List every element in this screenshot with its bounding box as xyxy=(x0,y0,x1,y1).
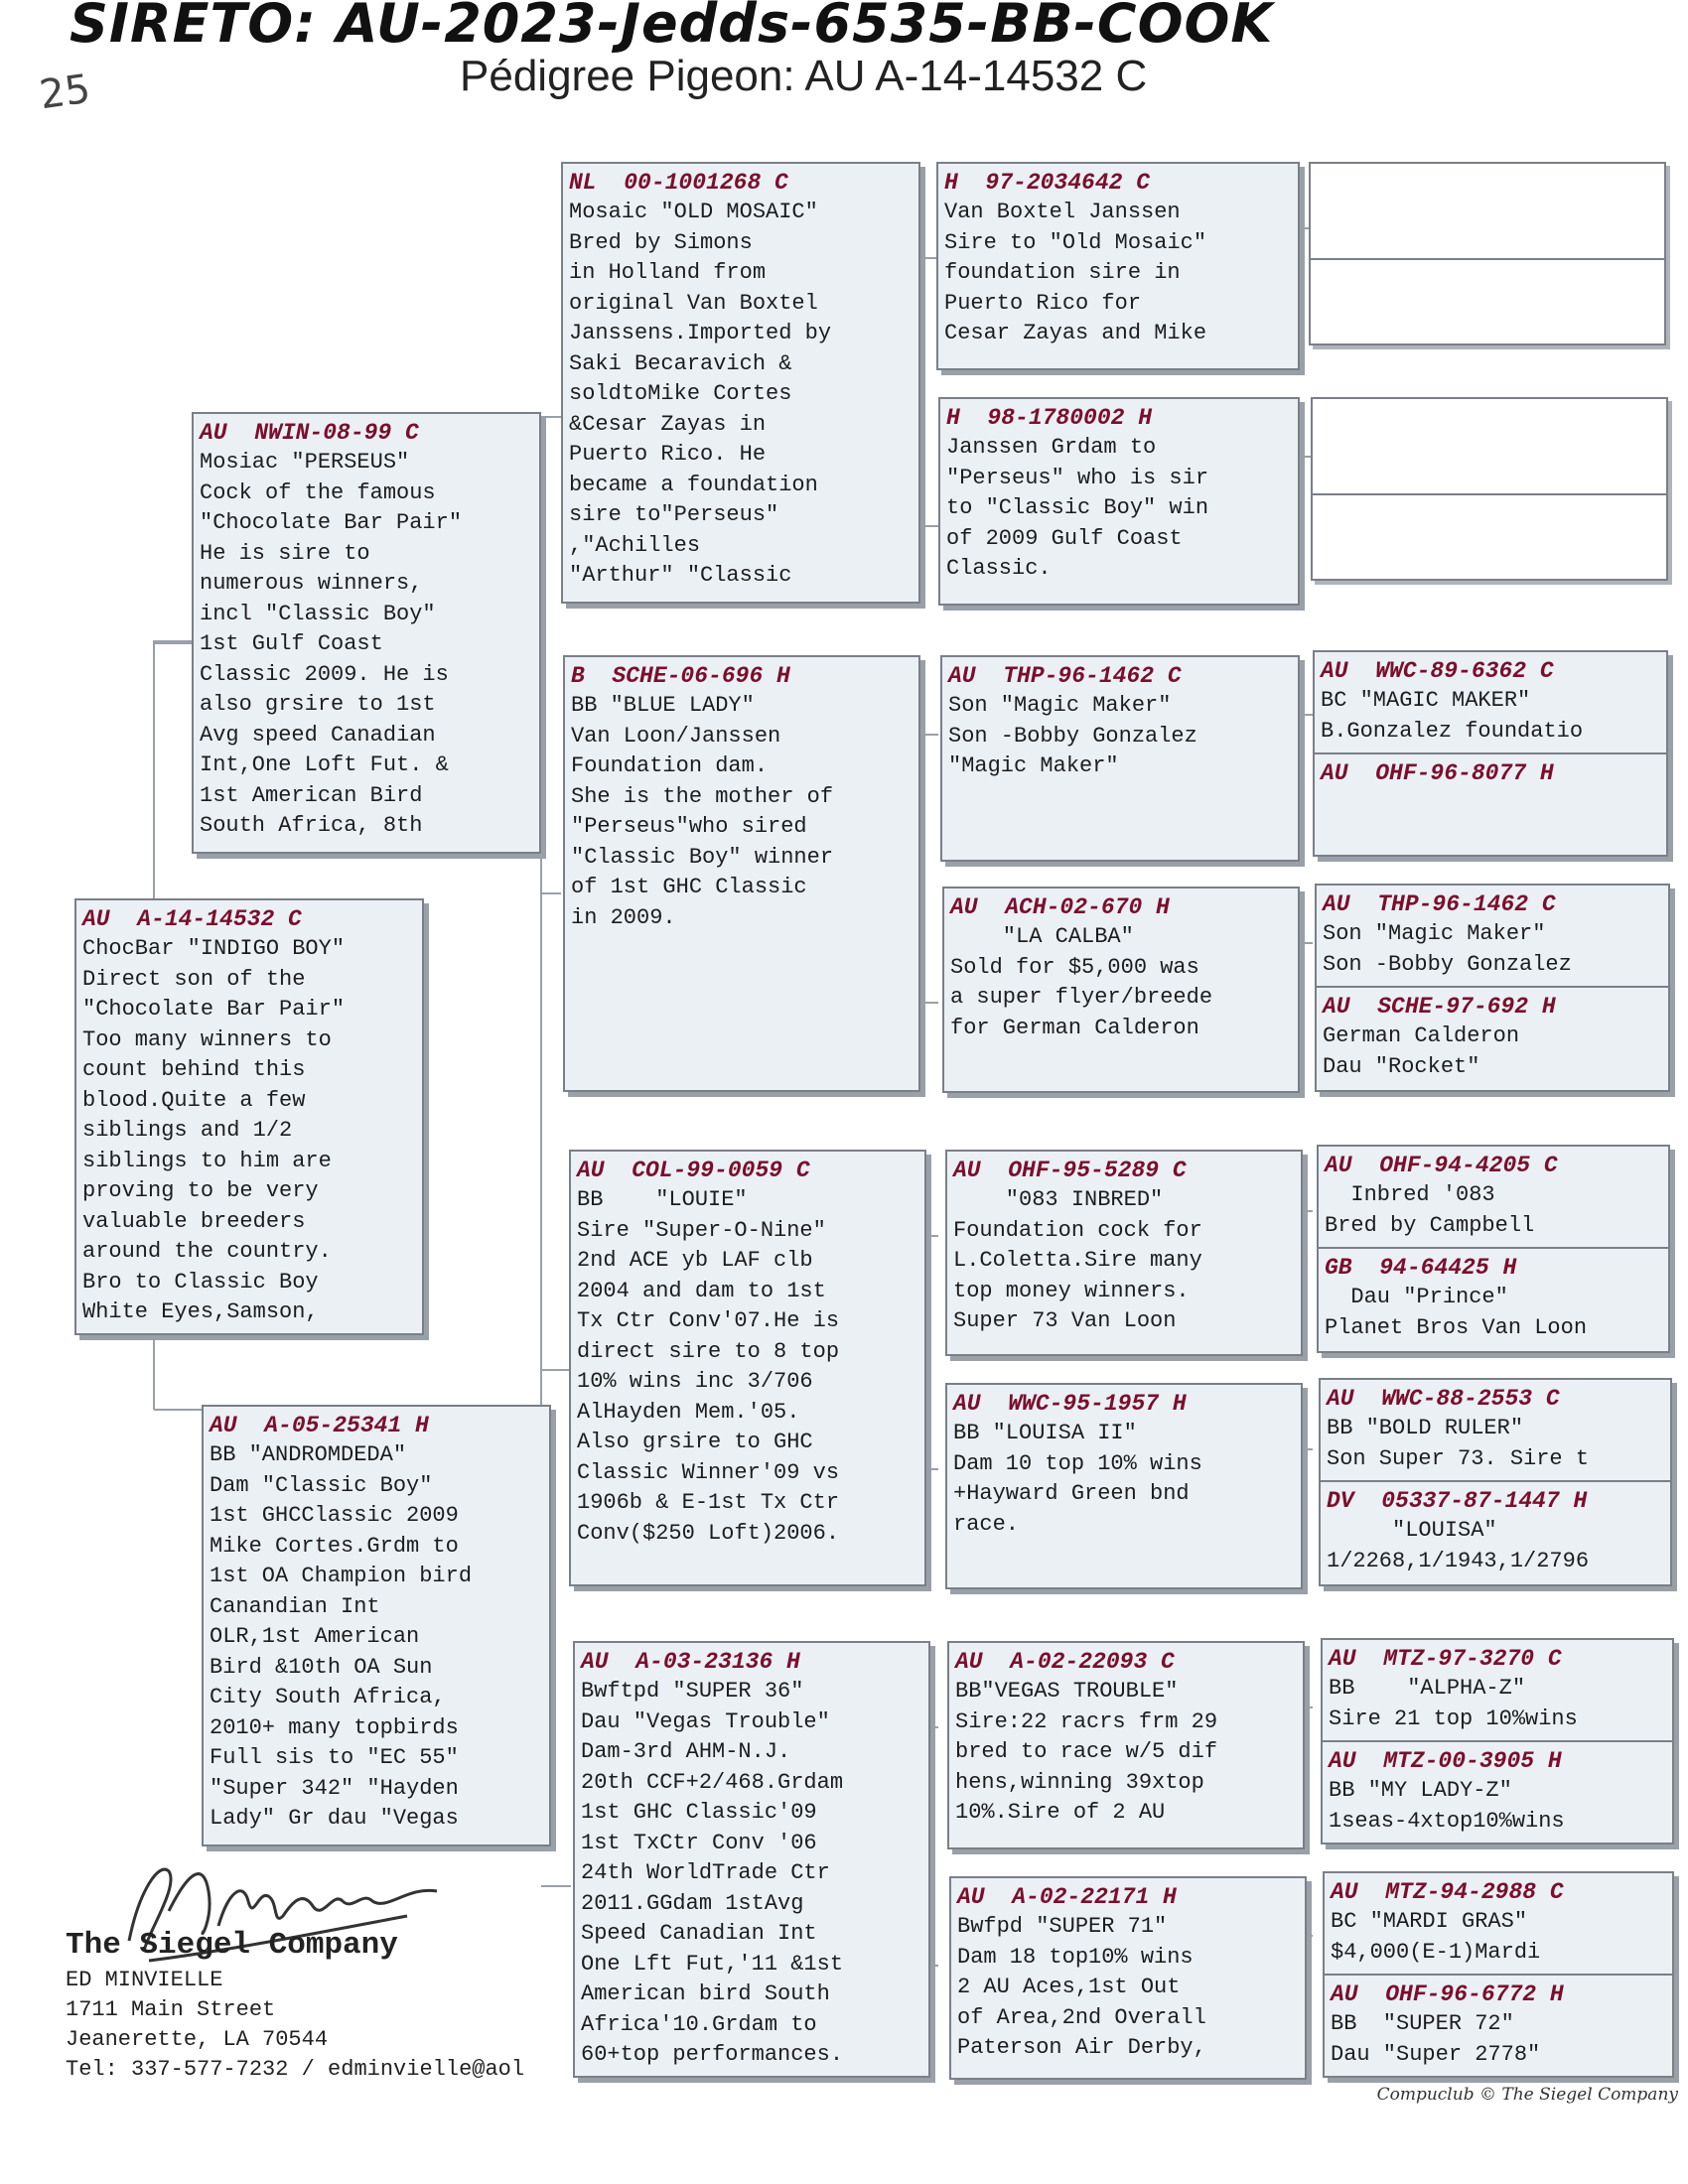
pedigree-notes: BC "MAGIC MAKER" B.Gonzalez foundatio xyxy=(1321,688,1584,744)
pedigree-notes: Son "Magic Maker" Son -Bobby Gonzalez "Magic Maker" xyxy=(948,693,1197,778)
pedigree-notes: BB "LOUIE" Sire "Super-O-Nine" 2nd ACE yb LAF clb 2004 and dam to 1st Tx Ctr Conv'07.He is direct sire to 8 top 10% wins inc 3/706 AlHayden Mem.'05. Also grsire to GHC Classic Winner'09 vs 1906b & E-1st Tx Ctr Conv($250 Loft)2006. xyxy=(577,1187,840,1546)
sire-dam-box xyxy=(563,655,920,1092)
sire-sire-sire-box xyxy=(936,162,1300,370)
empty-ancestor-box-1 xyxy=(1309,162,1666,345)
dam-sire-box xyxy=(569,1150,926,1586)
ancestor-pair-box-1 xyxy=(1313,650,1668,857)
ring-header: AU OHF-96-6772 H xyxy=(1331,1981,1564,2007)
pedigree-notes: ChocBar "INDIGO BOY" Direct son of the "Chocolate Bar Pair" Too many winners to count behind this blood.Quite a few siblings and 1/2 siblings to him are proving to be very valuable breeders around the country. Bro to Classic Boy White Eyes,Samson, xyxy=(82,936,346,1324)
ring-header: AU WWC-95-1957 H xyxy=(953,1391,1187,1417)
ring-header: AU A-05-25341 H xyxy=(210,1413,429,1438)
software-credit: Compuclub © The Siegel Company xyxy=(1376,2085,1678,2105)
dam-dam-sire-box xyxy=(947,1641,1305,1849)
dam-dam-box xyxy=(573,1641,930,2078)
ring-header: AU ACH-02-670 H xyxy=(950,894,1170,920)
ancestor-pair-box-5 xyxy=(1321,1638,1674,1844)
contact-name: ED MINVIELLE xyxy=(66,1968,223,1992)
pedigree-notes: "LOUISA" 1/2268,1/1943,1/2796 xyxy=(1327,1518,1590,1573)
phone-email: Tel: 337-577-7232 / edminvielle@aol xyxy=(66,2057,525,2082)
pedigree-notes: BB"VEGAS TROUBLE" Sire:22 racrs frm 29 bred to race w/5 dif hens,winning 39xtop 10%.Sire of 2 AU xyxy=(955,1679,1218,1825)
sire-sire-box xyxy=(561,162,920,604)
company-name: The Siegel Company xyxy=(66,1928,398,1963)
subject-pigeon-box xyxy=(74,898,424,1335)
ring-header: AU MTZ-97-3270 C xyxy=(1329,1646,1562,1672)
ring-header: AU THP-96-1462 C xyxy=(948,663,1182,689)
company-footer xyxy=(66,1926,524,2085)
ancestor-pair-box-6 xyxy=(1323,1871,1674,2078)
pedigree-notes: Dau "Prince" Planet Bros Van Loon xyxy=(1325,1285,1588,1340)
ring-header: AU OHF-96-8077 H xyxy=(1321,760,1554,786)
ring-header: AU A-03-23136 H xyxy=(581,1649,800,1675)
ring-header: AU OHF-94-4205 C xyxy=(1325,1153,1558,1178)
pedigree-notes: BB "SUPER 72" Dau "Super 2778" xyxy=(1331,2011,1541,2067)
ring-header: B SCHE-06-696 H xyxy=(571,663,790,689)
ring-header: AU WWC-89-6362 C xyxy=(1321,658,1554,684)
sire-dam-dam-box xyxy=(942,887,1300,1093)
ring-header: AU WWC-88-2553 C xyxy=(1327,1386,1560,1412)
dam-sire-dam-box xyxy=(945,1383,1303,1589)
ring-header: NL 00-1001268 C xyxy=(569,170,788,196)
ring-header: AU A-14-14532 C xyxy=(82,906,302,932)
pedigree-notes: "LA CALBA" Sold for $5,000 was a super flyer/breede for German Calderon xyxy=(950,924,1213,1040)
street-address: 1711 Main Street xyxy=(66,1997,276,2022)
ring-header: AU OHF-95-5289 C xyxy=(953,1158,1187,1183)
ancestor-pair-box-2 xyxy=(1315,884,1670,1092)
handwritten-note: SIRETO: AU-2023-Jedds-6535-BB-COOK xyxy=(70,0,1274,55)
margin-mark: 25 xyxy=(37,66,93,119)
ring-header: AU THP-96-1462 C xyxy=(1323,891,1556,917)
pedigree-notes: BB "ALPHA-Z" Sire 21 top 10%wins xyxy=(1329,1676,1578,1731)
pedigree-notes: BB "ANDROMDEDA" Dam "Classic Boy" 1st GHCClassic 2009 Mike Cortes.Grdm to 1st OA Champion bird Canandian Int OLR,1st American Bird &10th OA Sun City South Africa, 2010+ many topbirds Full sis to "EC 55" "Super 342" "Hayden Lady" Gr dau "Vegas xyxy=(210,1442,473,1831)
pedigree-notes: BB "MY LADY-Z" 1seas-4xtop10%wins xyxy=(1329,1778,1565,1834)
sire-box xyxy=(192,412,541,854)
ring-header: DV 05337-87-1447 H xyxy=(1327,1488,1588,1514)
pedigree-notes: Bwftpd "SUPER 36" Dau "Vegas Trouble" Dam-3rd AHM-N.J. 20th CCF+2/468.Grdam 1st GHC Classic'09 1st TxCtr Conv '06 24th WorldTrade Ctr 2011.GGdam 1stAvg Speed Canadian Int One Lft Fut,'11 &1st American bird South Africa'10.Grdam to 60+top performances. xyxy=(581,1679,844,2067)
pedigree-notes: Son "Magic Maker" Son -Bobby Gonzalez xyxy=(1323,921,1572,977)
pedigree-notes: Mosaic "OLD MOSAIC" Bred by Simons in Holland from original Van Boxtel Janssens.Imported by Saki Becaravich & soldtoMike Cortes &Cesar Zayas in Puerto Rico. He became a foundation sire to"Perseus" ,"Achilles "Arthur" "Classic xyxy=(569,200,832,588)
ring-header: AU NWIN-08-99 C xyxy=(200,420,419,446)
dam-sire-sire-box xyxy=(945,1150,1303,1356)
pedigree-notes: BB "BLUE LADY" Van Loon/Janssen Foundation dam. She is the mother of "Perseus"who sired "Classic Boy" winner of 1st GHC Classic in 2009. xyxy=(571,693,834,930)
pedigree-notes: Mosiac "PERSEUS" Cock of the famous "Chocolate Bar Pair" He is sire to numerous winners, incl "Classic Boy" 1st Gulf Coast Classic 2009. He is also grsire to 1st Avg speed Canadian Int,One Loft Fut. & 1st American Bird South Africa, 8th xyxy=(200,450,463,838)
empty-ancestor-box-2 xyxy=(1311,397,1668,581)
ring-header: H 98-1780002 H xyxy=(946,405,1153,431)
dam-dam-dam-box xyxy=(949,1876,1307,2080)
ancestor-pair-box-3 xyxy=(1317,1145,1670,1353)
pedigree-notes: BB "LOUISA II" Dam 10 top 10% wins +Hayward Green bnd race. xyxy=(953,1421,1202,1537)
sire-sire-dam-box xyxy=(938,397,1300,606)
pedigree-notes: Van Boxtel Janssen Sire to "Old Mosaic" foundation sire in Puerto Rico for Cesar Zayas and Mike xyxy=(944,200,1207,345)
ring-header: AU COL-99-0059 C xyxy=(577,1158,810,1183)
ring-header: AU SCHE-97-692 H xyxy=(1323,994,1556,1020)
dam-box xyxy=(202,1405,551,1846)
pedigree-notes: BB "BOLD RULER" Son Super 73. Sire t xyxy=(1327,1416,1590,1471)
ring-header: AU MTZ-94-2988 C xyxy=(1331,1879,1564,1905)
sire-dam-sire-box xyxy=(940,655,1300,862)
ring-header: GB 94-64425 H xyxy=(1325,1255,1517,1281)
pedigree-notes: "083 INBRED" Foundation cock for L.Coletta.Sire many top money winners. Super 73 Van Loon xyxy=(953,1187,1202,1333)
pedigree-notes: Inbred '083 Bred by Campbell xyxy=(1325,1182,1535,1238)
ring-header: AU A-02-22171 H xyxy=(957,1884,1177,1910)
pedigree-notes: German Calderon Dau "Rocket" xyxy=(1323,1024,1520,1079)
ring-header: AU MTZ-00-3905 H xyxy=(1329,1748,1562,1774)
ring-header: AU A-02-22093 C xyxy=(955,1649,1175,1675)
page-title: Pédigree Pigeon: AU A-14-14532 C xyxy=(460,52,1148,100)
ancestor-pair-box-4 xyxy=(1319,1378,1672,1586)
city-state-zip: Jeanerette, LA 70544 xyxy=(66,2027,329,2052)
pedigree-notes: Janssen Grdam to "Perseus" who is sir to "Classic Boy" win of 2009 Gulf Coast Classic. xyxy=(946,435,1209,581)
ring-header: H 97-2034642 C xyxy=(944,170,1151,196)
pedigree-notes: Bwfpd "SUPER 71" Dam 18 top10% wins 2 AU Aces,1st Out of Area,2nd Overall Paterson Air Derby, xyxy=(957,1914,1206,2060)
pedigree-notes: BC "MARDI GRAS" $4,000(E-1)Mardi xyxy=(1331,1909,1541,1965)
